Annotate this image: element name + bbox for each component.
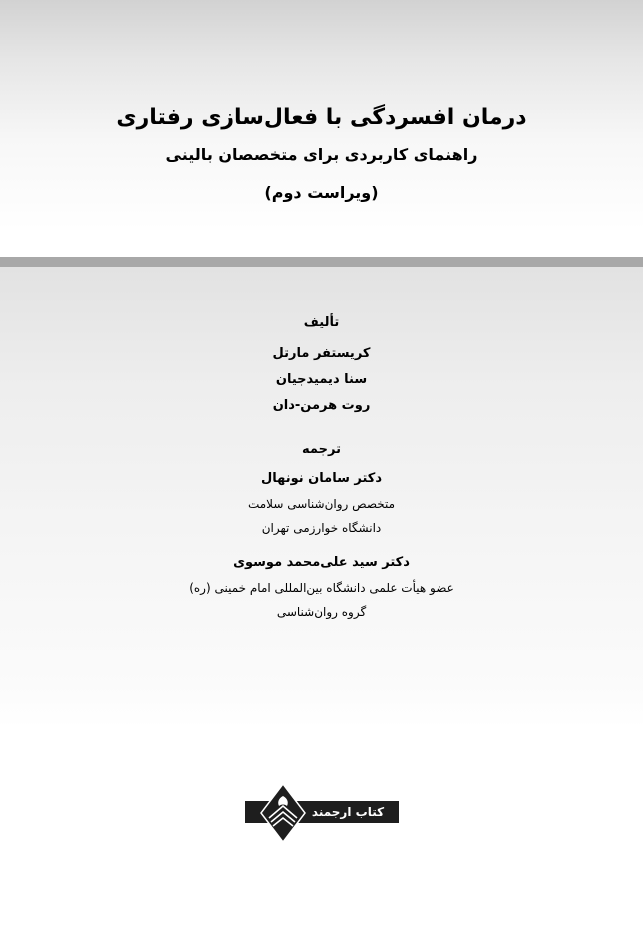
divider-band	[0, 257, 643, 267]
book-edition: (ویراست دوم)	[264, 183, 379, 202]
translator-affiliation: متخصص روان‌شناسی سلامت	[247, 497, 396, 511]
authors-label: تألیف	[303, 315, 340, 330]
title-block	[0, 100, 643, 208]
author-name: کریستفر مارتل	[272, 346, 371, 361]
translator-name: دکتر سید علی‌محمد موسوی	[233, 555, 410, 570]
translators-section	[0, 440, 643, 624]
translator-affiliation: دانشگاه خوارزمی تهران	[261, 521, 382, 535]
authors-section	[0, 313, 643, 419]
book-emblem-icon	[259, 784, 307, 842]
book-subtitle: راهنمای کاربردی برای متخصصان بالینی	[165, 145, 478, 164]
translator-affiliation: گروه روان‌شناسی	[276, 605, 367, 619]
translator-name: دکتر سامان نونهال	[260, 471, 383, 486]
book-title: درمان افسردگی با فعال‌سازی رفتاری	[116, 105, 527, 130]
author-name: روت هرمن-دان	[272, 398, 371, 413]
translation-label: ترجمه	[302, 442, 341, 457]
author-name: سنا دیمیدجیان	[275, 372, 368, 387]
publisher-name: کتاب ارجمند	[311, 805, 385, 819]
publisher-logo	[245, 784, 399, 842]
translator-affiliation: عضو هیأت علمی دانشگاه بین‌المللی امام خمینی (ره)	[189, 581, 454, 595]
